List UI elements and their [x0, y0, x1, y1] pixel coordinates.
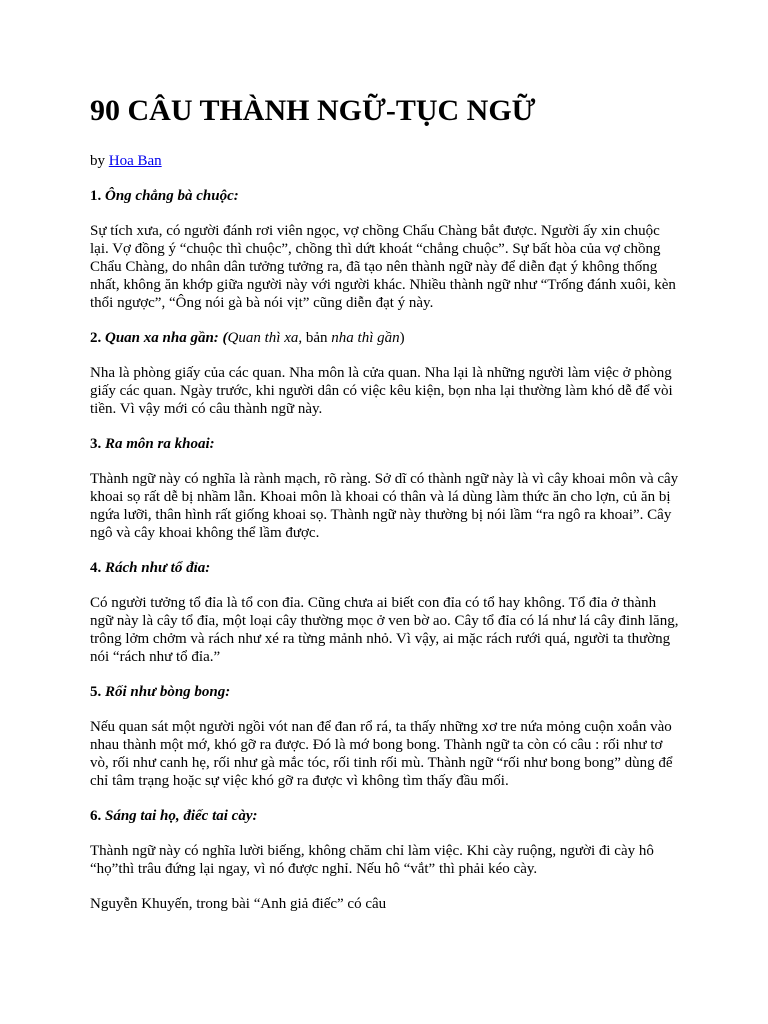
- section-heading-2: [90, 329, 682, 347]
- section-title: Rách như tổ đỉa:: [105, 560, 211, 576]
- section-paragraph: Nha là phòng giấy của các quan. Nha môn là cửa quan. Nha lại là những người làm việc ở phòng giấy các quan. Ngày trước, khi người dân có việc kêu kiện, bọn nha lại thường làm khó dễ để vòi tiền. Vì vậy mới có câu thành ngữ này.: [90, 365, 673, 417]
- section-heading-5: [90, 683, 682, 701]
- section-paragraph: Thành ngữ này có nghĩa lười biếng, không chăm chỉ làm việc. Khi cày ruộng, người đi cày hô “họ”thì trâu đứng lại ngay, vì nó được nghỉ. Nếu hô “vắt” thì phải kéo cày.: [90, 843, 654, 877]
- section-title: Ông chẳng bà chuộc:: [105, 188, 239, 204]
- section-title: Quan xa nha gần: (: [105, 330, 228, 346]
- section-title: Rối như bòng bong:: [105, 684, 231, 700]
- page-title: 90 CÂU THÀNH NGỮ-TỤC NGỮ: [90, 94, 536, 127]
- author-link[interactable]: Hoa Ban: [108, 153, 162, 169]
- section-heading-4: [90, 559, 682, 577]
- section-title-separator: , bản: [298, 330, 332, 346]
- section-number: 2.: [90, 330, 102, 346]
- section-number: 1.: [90, 188, 102, 204]
- section-number: 4.: [90, 560, 102, 576]
- section-number: 3.: [90, 436, 102, 452]
- section-paragraph: Sự tích xưa, có người đánh rơi viên ngọc, vợ chồng Chẩu Chàng bắt được. Người ấy xin chuộc lại. Vợ đồng ý “chuộc thì chuộc”, chồng thì dứt khoát “chẳng chuộc”. Sự bất hòa của vợ chồng Chẩu Chàng, do nhân dân tưởng tưởng ra, đã tạo nên thành ngữ này để diễn đạt ý không thống nhất, không ăn khớp giữa người này với người khác. Nhiều thành ngữ như “Trống đánh xuôi, kèn thổi ngược”, “Ông nói gà bà nói vịt” cũng diễn đạt ý này.: [90, 223, 676, 311]
- byline: [90, 152, 682, 170]
- section-title-variant: nha thì gần: [331, 330, 400, 346]
- section-heading-1: [90, 187, 682, 205]
- section-paragraph: Có người tưởng tổ đỉa là tổ con đỉa. Cũng chưa ai biết con đỉa có tổ hay không. Tổ đỉa ở thành ngữ này là cây tổ đỉa, một loại cây thường mọc ở ven bờ ao. Cây tổ đỉa có lá như lá cây đinh lăng, trông lởm chởm và rách như xé ra từng mảnh nhỏ. Vì vậy, ai mặc rách rưới quá, người ta thường nói “rách như tổ đỉa.”: [90, 595, 679, 665]
- section-title: Ra môn ra khoai:: [105, 436, 215, 452]
- section-title-close: ): [399, 330, 405, 346]
- section-paragraph: Thành ngữ này có nghĩa là rành mạch, rõ ràng. Sở dĩ có thành ngữ này là vì cây khoai môn và cây khoai sọ rất dễ bị nhầm lẫn. Khoai môn là khoai có thân và lá dùng làm thức ăn cho lợn, củ ăn bị ngứa lưỡi, thân hình rất giống khoai sọ. Thành ngữ này thường bị nói lầm “ra ngô ra khoai”. Cây ngô và cây khoai không thể lầm được.: [90, 471, 679, 541]
- section-paragraph: Nguyễn Khuyến, trong bài “Anh giả điếc” có câu: [90, 896, 387, 912]
- section-paragraph: Nếu quan sát một người ngồi vót nan để đan rổ rá, ta thấy những xơ tre nứa mỏng cuộn xoắn vào nhau thành một mớ, khó gỡ ra được. Đó là mớ bong bong. Thành ngữ ta còn có câu : rối như tơ vò, rối như canh hẹ, rối như gà mắc tóc, rối tinh rối mù. Thành ngữ “rối như bong bong” dùng để chỉ tâm trạng hoặc sự việc khó gỡ ra được vì không tìm thấy đầu mối.: [90, 719, 673, 789]
- byline-prefix: by: [90, 153, 105, 169]
- document-page: [90, 92, 682, 930]
- section-heading-3: [90, 435, 682, 453]
- section-number: 6.: [90, 808, 102, 824]
- section-title-variant: Quan thì xa: [227, 330, 299, 346]
- section-title: Sáng tai họ, điếc tai cày:: [105, 808, 258, 824]
- section-heading-6: [90, 807, 682, 825]
- section-number: 5.: [90, 684, 102, 700]
